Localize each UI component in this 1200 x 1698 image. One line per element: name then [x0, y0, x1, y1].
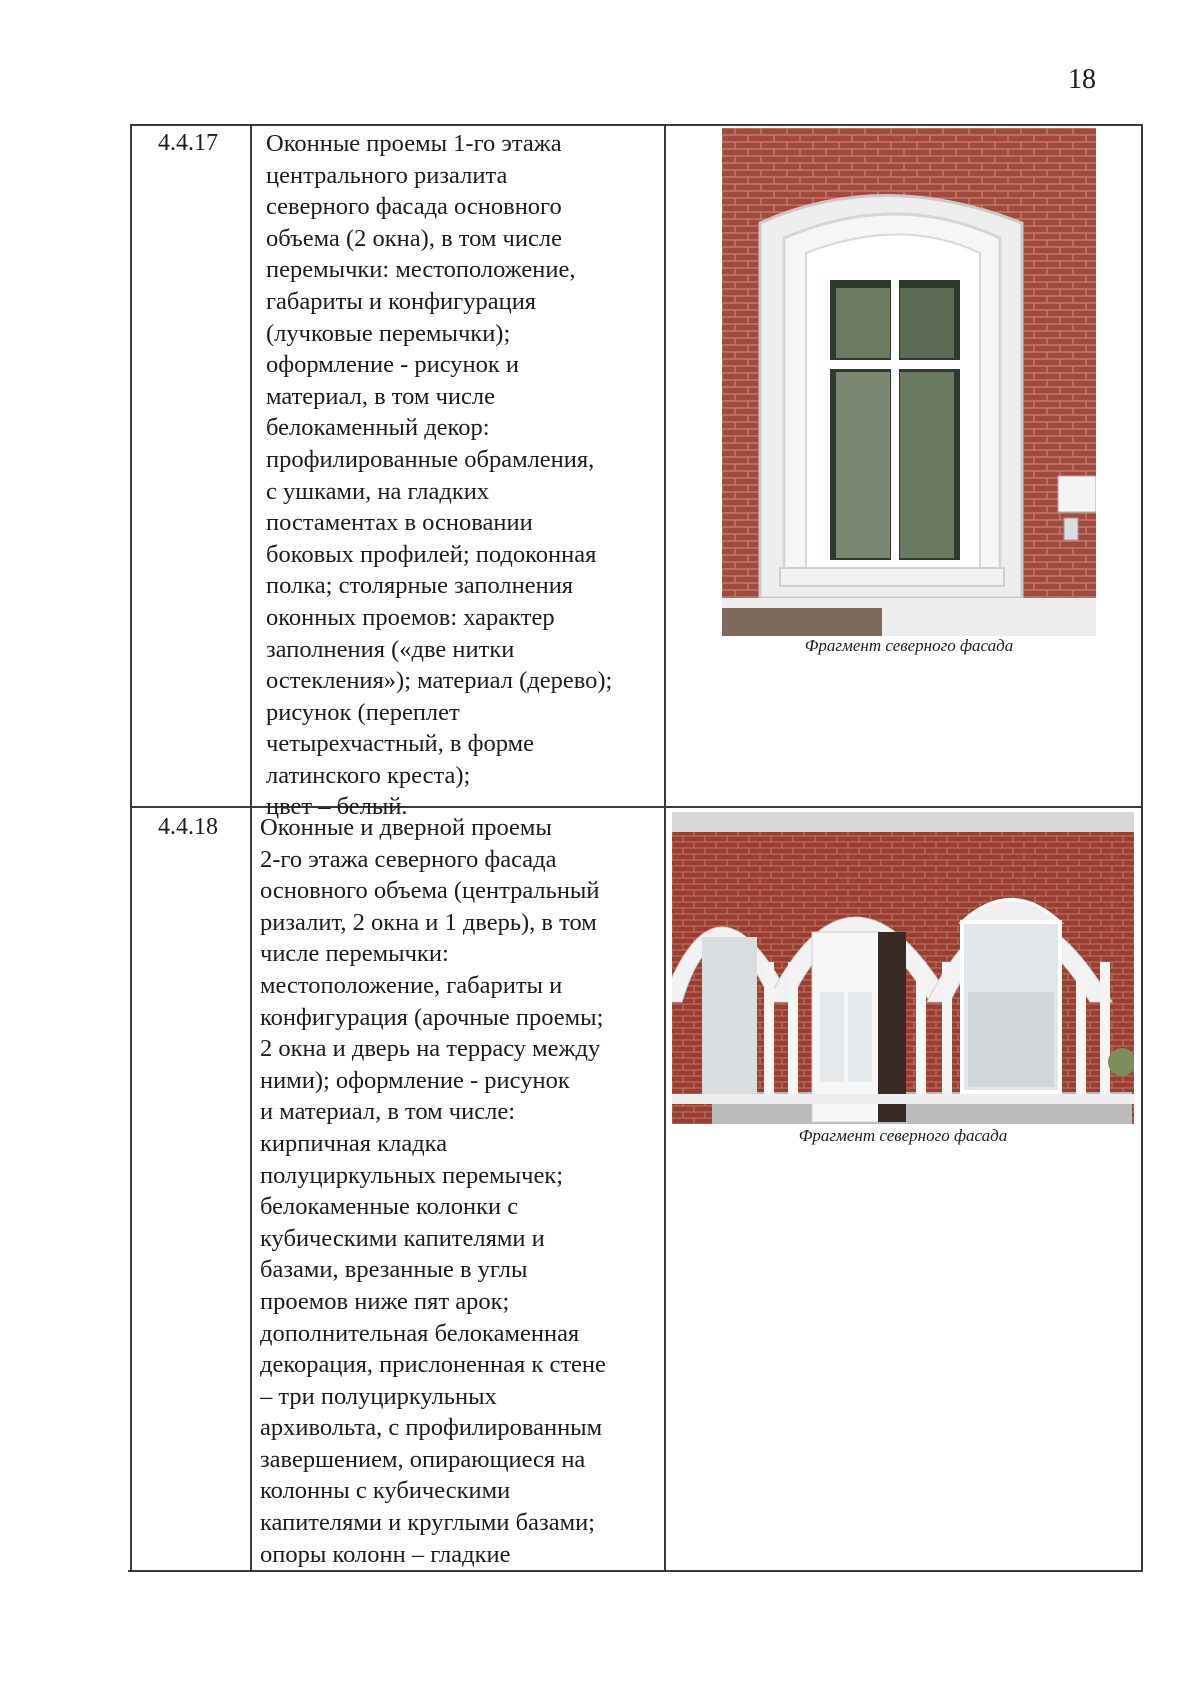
column-divider-1 [250, 124, 252, 1571]
table-top-border [130, 124, 1143, 126]
window-photo [722, 128, 1096, 636]
arcade-photo [672, 812, 1134, 1124]
arcade-photo-graphic [672, 812, 1134, 1124]
window-photo-graphic [722, 128, 1096, 636]
table-bottom-border [128, 1570, 1143, 1572]
photo-caption: Фрагмент северного фасада [804, 636, 1014, 655]
table-right-border [1141, 124, 1143, 1571]
photo-caption: Фрагмент северного фасада [798, 1126, 1008, 1145]
page-number: 18 [1068, 64, 1096, 95]
row-number: 4.4.17 [158, 130, 218, 156]
row-description: Оконные и дверной проемы 2-го этажа северного фасада основного объема (центральный ризалит, 2 окна и 1 дверь), в том числе перемычки: местоположение, габариты и конфигурация (арочные проемы; 2 окна и дверь на террасу между ними); оформление - рисунок и материал, в том числе: кирпичная кладка полуциркульных перемычек; белокаменные колонки с кубическими капителями и базами, врезанные в углы проемов ниже пят арок; дополнительная белокаменная декорация, прислоненная к стене – три полуциркульных архивольта, с профилированным завершением, опирающиеся на колонны с кубическими капителями и круглыми базами; опоры колонн – гладкие [260, 814, 606, 1568]
row-description: Оконные проемы 1-го этажа центрального ризалита северного фасада основного объема (2 окна), в том числе перемычки: местоположение, габариты и конфигурация (лучковые перемычки); оформление - рисунок и материал, в том числе белокаменный декор: профилированные обрамления, с ушками, на гладких постаментах в основании боковых профилей; подоконная полка; столярные заполнения оконных проемов: характер заполнения («две нитки остекления»); материал (дерево); рисунок (переплет четырехчастный, в форме латинского креста); цвет – белый. [266, 130, 613, 821]
column-divider-2 [664, 124, 666, 1571]
table-left-border [130, 124, 132, 1571]
row-number: 4.4.18 [158, 814, 218, 840]
